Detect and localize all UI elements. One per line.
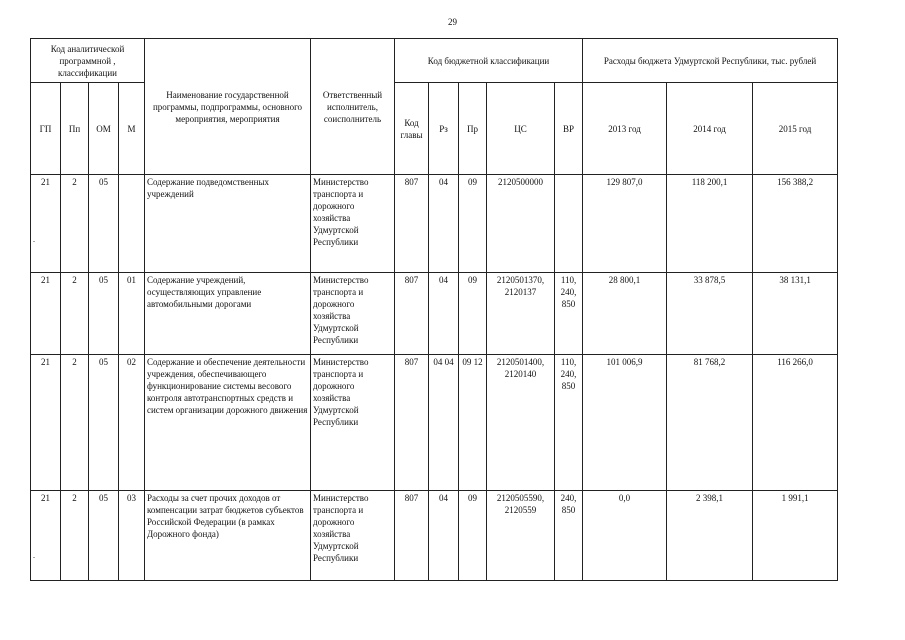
budget-table: [30, 38, 838, 581]
cell-m: 02: [119, 355, 145, 491]
header-kod-glavy: Код главы: [395, 83, 429, 175]
cell-executor: Министерство транспорта и дорожного хозяйства Удмуртской Республики: [311, 355, 395, 491]
cell-pr: 09 12: [459, 355, 487, 491]
cell-2014: 2 398,1: [667, 491, 753, 581]
cell-2015: 1 991,1: [753, 491, 838, 581]
cell-vr: 240, 850: [555, 491, 583, 581]
cell-2013: 129 807,0: [583, 175, 667, 273]
header-name: Наименование государственной программы, подпрограммы, основного мероприятия, мероприятия: [145, 39, 311, 175]
cell-pr: 09: [459, 491, 487, 581]
cell-2014: 81 768,2: [667, 355, 753, 491]
header-gp: ГП: [31, 83, 61, 175]
cell-2015: 116 266,0: [753, 355, 838, 491]
cell-vr: 110, 240, 850: [555, 273, 583, 355]
cell-name: Содержание подведомственных учреждений: [145, 175, 311, 273]
cell-kod-glavy: 807: [395, 355, 429, 491]
header-2014: 2014 год: [667, 83, 753, 175]
header-pr: Пр: [459, 83, 487, 175]
page-number: 29: [448, 17, 457, 27]
cell-2014: 33 878,5: [667, 273, 753, 355]
cell-executor: Министерство транспорта и дорожного хозяйства Удмуртской Республики: [311, 175, 395, 273]
cell-kod-glavy: 807: [395, 175, 429, 273]
cell-rz: 04: [429, 175, 459, 273]
cell-cs: 2120505590, 2120559: [487, 491, 555, 581]
table-row: [31, 273, 838, 355]
cell-om: 05: [89, 491, 119, 581]
cell-om: 05: [89, 355, 119, 491]
cell-executor: Министерство транспорта и дорожного хозяйства Удмуртской Республики: [311, 491, 395, 581]
cell-m: 01: [119, 273, 145, 355]
cell-rz: 04: [429, 273, 459, 355]
cell-gp: 21 .: [31, 175, 61, 273]
header-pp: Пп: [61, 83, 89, 175]
cell-vr: [555, 175, 583, 273]
cell-pp: 2: [61, 175, 89, 273]
cell-m: [119, 175, 145, 273]
cell-pp: 2: [61, 491, 89, 581]
header-m: М: [119, 83, 145, 175]
header-2015: 2015 год: [753, 83, 838, 175]
header-cs: ЦС: [487, 83, 555, 175]
header-rz: Рз: [429, 83, 459, 175]
cell-rz: 04: [429, 491, 459, 581]
cell-pp: 2: [61, 355, 89, 491]
cell-name: Содержание и обеспечение деятельности учреждения, обеспечивающего функционирование системы весового контроля автотранспортных средств и систем организации дорожного движения: [145, 355, 311, 491]
cell-pp: 2: [61, 273, 89, 355]
scan-mark: .: [33, 551, 35, 560]
cell-om: 05: [89, 273, 119, 355]
header-executor: Ответственный исполнитель, соисполнитель: [311, 39, 395, 175]
cell-gp: 21: [31, 355, 61, 491]
cell-rz: 04 04: [429, 355, 459, 491]
cell-pr: 09: [459, 273, 487, 355]
cell-pr: 09: [459, 175, 487, 273]
cell-name: Расходы за счет прочих доходов от компенсации затрат бюджетов субъектов Российской Федерации (в рамках Дорожного фонда): [145, 491, 311, 581]
cell-cs: 2120501400, 2120140: [487, 355, 555, 491]
cell-2013: 101 006,9: [583, 355, 667, 491]
cell-gp: 21 .: [31, 491, 61, 581]
cell-kod-glavy: 807: [395, 273, 429, 355]
cell-kod-glavy: 807: [395, 491, 429, 581]
cell-2015: 156 388,2: [753, 175, 838, 273]
table-row: [31, 491, 838, 581]
header-vr: ВР: [555, 83, 583, 175]
cell-gp: 21: [31, 273, 61, 355]
cell-m: 03: [119, 491, 145, 581]
cell-cs: 2120501370, 2120137: [487, 273, 555, 355]
cell-executor: Министерство транспорта и дорожного хозяйства Удмуртской Республики: [311, 273, 395, 355]
cell-2013: 28 800,1: [583, 273, 667, 355]
header-expenses: Расходы бюджета Удмуртской Республики, тыс. рублей: [583, 39, 838, 83]
header-2013: 2013 год: [583, 83, 667, 175]
cell-vr: 110, 240, 850: [555, 355, 583, 491]
header-budget-code: Код бюджетной классификации: [395, 39, 583, 83]
table-row: [31, 355, 838, 491]
cell-2013: 0,0: [583, 491, 667, 581]
cell-om: 05: [89, 175, 119, 273]
cell-name: Содержание учреждений, осуществляющих управление автомобильными дорогами: [145, 273, 311, 355]
header-analytic-code: Код аналитической программной , классификации: [31, 39, 145, 83]
scan-mark: .: [33, 235, 35, 244]
cell-cs: 2120500000: [487, 175, 555, 273]
table-row: [31, 175, 838, 273]
cell-2014: 118 200,1: [667, 175, 753, 273]
header-om: ОМ: [89, 83, 119, 175]
cell-2015: 38 131,1: [753, 273, 838, 355]
